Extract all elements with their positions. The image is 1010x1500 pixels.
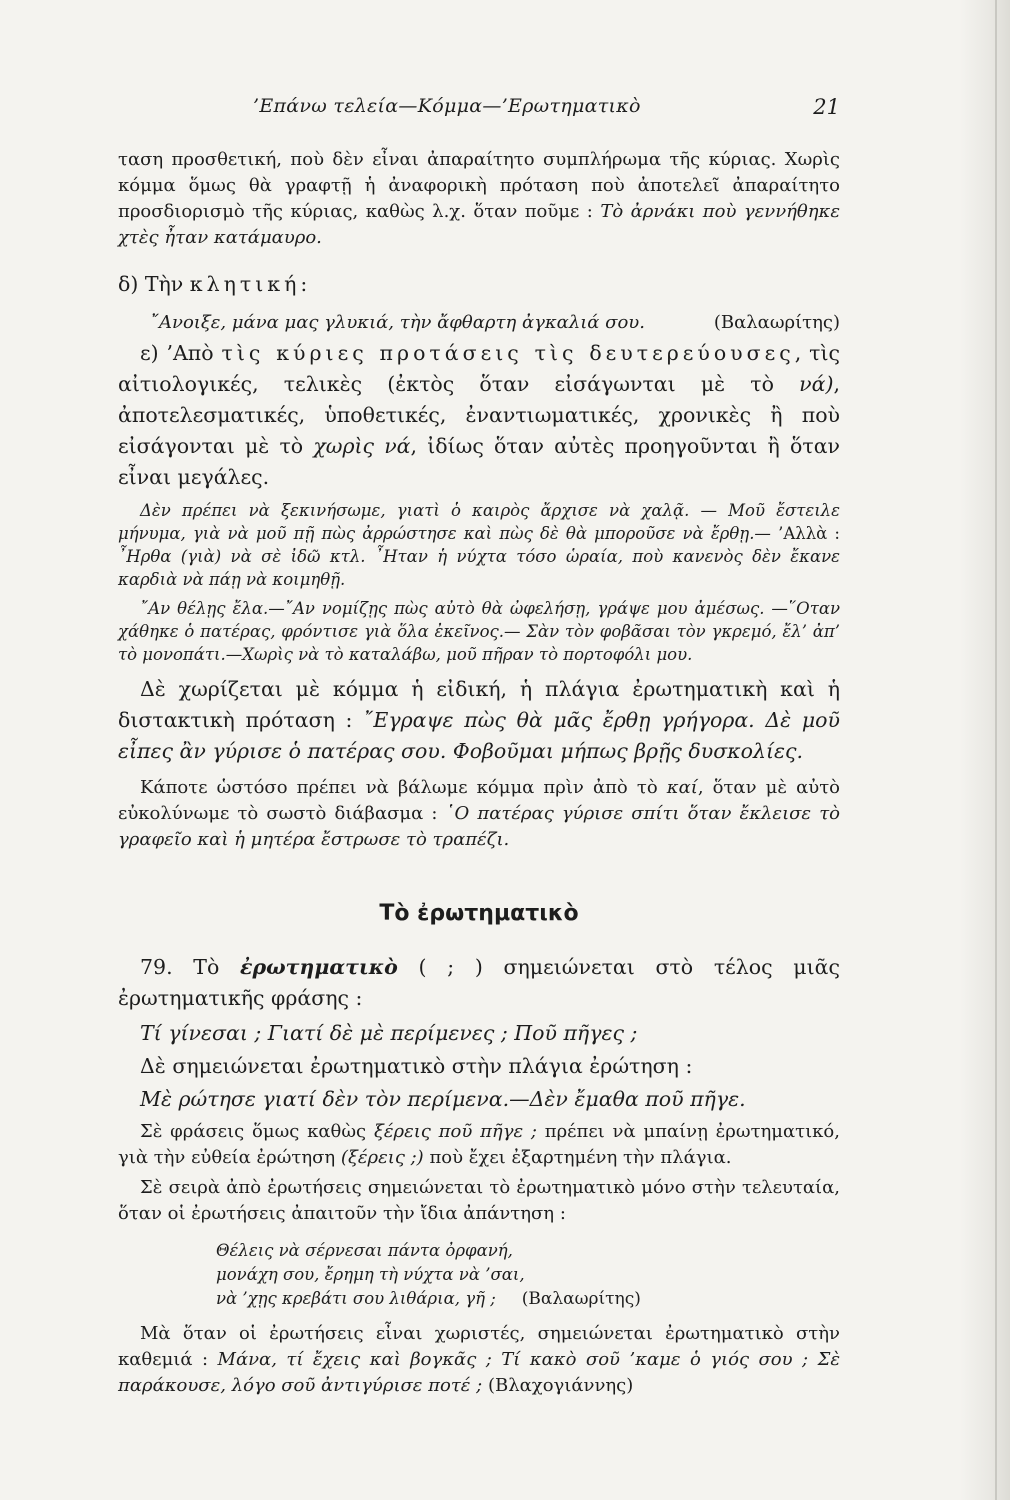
delta-quote: ῎Ανοιξε, μάνα μας γλυκιά, τὴν ἄφθαρτη ἀγκαλιά σου.	[150, 312, 645, 333]
delta-term: κλητική	[189, 272, 301, 296]
para-79	[118, 952, 840, 1014]
poem-author: (Βαλαωρίτης)	[521, 1289, 641, 1309]
poem-last-line	[216, 1287, 840, 1311]
para-79-number: 79.	[140, 955, 173, 979]
epsilon-term: τὶς κύριες προτάσεις τὶς δευτερεύουσες	[221, 341, 795, 365]
examples-1-text: Δὲν πρέπει νὰ ξεκινήσωμε, γιατὶ ὁ καιρὸς ἄρχισε νὰ χαλᾷ. — Μοῦ ἔστειλε μήνυμα, γιὰ νὰ μοῦ πῇ πὼς ἀρρώστησε καὶ πὼς δὲ θὰ μποροῦσε νὰ ἔρθῃ.—	[118, 501, 840, 543]
examples-2-paragraph: ῎Αν θέλῃς ἔλα.—῎Αν νομίζῃς πὼς αὐτὸ θὰ ὠφελήσῃ, γράψε μου ἀμέσως. —῞Οταν χάθηκε ὁ πατέρας, φρόντισε γιὰ ὅλα ἐκεῖνος.— Σὰν τὸν φοβᾶσαι τὸν γκρεμό, ἔλ’ ἀπ’ τὸ μονοπάτι.—Χωρὶς νὰ τὸ καταλάβω, μοῦ πῆραν τὸ πορτοφόλι μου.	[118, 599, 840, 664]
epsilon-xoris-na: χωρὶς νά	[313, 434, 411, 458]
page-edge-shadow	[960, 0, 1010, 1500]
sometimes-text-1: Κάποτε ὡστόσο πρέπει νὰ βάλωμε κόμμα πρὶν ἀπὸ τὸ	[140, 777, 667, 798]
phrases-ital-2: (ξέρεις ;)	[340, 1147, 424, 1168]
phrases-ital-1: ξέρεις ποῦ πῆγε ;	[373, 1121, 537, 1142]
final-author: (Βλαχογιάννης)	[487, 1375, 634, 1396]
no-comma-text: Δὲ χωρίζεται μὲ κόμμα ἡ εἰδική, ἡ πλάγια ἐρωτηματικὴ καὶ ἡ διστακτικὴ πρόταση :	[118, 677, 840, 732]
para-79-term: ἐρωτηματικὸ	[240, 955, 398, 979]
epsilon-text-1: , τὶς αἰτιολογικές, τελικὲς (ἐκτὸς ὅταν εἰσάγωνται μὲ τὸ	[118, 341, 840, 396]
intro-text: ταση προσθετική, ποὺ δὲν εἶναι ἀπαραίτητο συμπλήρωμα τῆς κύριας. Χωρὶς κόμμα ὅμως θὰ γραφτῇ ἡ ἀναφορικὴ πρόταση ποὺ ἀποτελεῖ ἀπαραίτητο προσδιορισμὸ τῆς κύριας, καθὼς λ.χ. ὅταν ποῦμε :	[118, 149, 840, 222]
delta-quote-line	[118, 310, 840, 336]
delta-suffix: :	[300, 272, 308, 296]
phrases-text-2: πρέπει νὰ μπαίνῃ ἐρωτηματικό, γιὰ τὴν εὐθεία ἐρώτηση	[118, 1121, 840, 1168]
delta-heading	[118, 269, 840, 300]
series-paragraph: Σὲ σειρὰ ἀπὸ ἐρωτήσεις σημειώνεται τὸ ἐρωτηματικὸ μόνο στὴν τελευταία, ὅταν οἱ ἐρωτήσεις ἀπαιτοῦν τὴν ἴδια ἀπάντηση :	[118, 1177, 840, 1224]
sometimes-kai: καί	[666, 777, 698, 798]
phrases-paragraph	[118, 1119, 840, 1171]
final-text: Μὰ ὅταν οἱ ἐρωτήσεις εἶναι χωριστές, σημειώνεται ἐρωτηματικὸ στὴν καθεμιά :	[118, 1323, 840, 1370]
sometimes-paragraph	[118, 775, 840, 853]
sometimes-example: ῾Ο πατέρας γύρισε σπίτι ὅταν ἔκλεισε τὸ γραφεῖο καὶ ἡ μητέρα ἔστρωσε τὸ τραπέζι.	[118, 803, 840, 850]
para-79-text-2: ( ; ) σημειώνεται στὸ τέλος μιᾶς ἐρωτηματικῆς φράσης :	[118, 955, 840, 1010]
intro-example: Τὸ ἀρνάκι ποὺ γεννήθηκε χτὲς ἦταν κατάμαυρο.	[118, 201, 841, 248]
running-title: ’Επάνω τελεία—Κόμμα—’Ερωτηματικὸ	[253, 95, 641, 117]
section-heading: Τὸ ἐρωτηματικὸ	[379, 901, 579, 926]
no-comma-examples: ῎Εγραψε πὼς θὰ μᾶς ἔρθῃ γρήγορα. Δὲ μοῦ εἶπες ἂν γύρισε ὁ πατέρας σου. Φοβοῦμαι μήπως βρῇς δυσκολίες.	[118, 708, 840, 763]
poem-block	[118, 1239, 840, 1311]
delta-author: (Βαλαωρίτης)	[713, 312, 840, 333]
examples-1-alla: ’Αλλὰ :	[778, 524, 840, 543]
poem-line-1: Θέλεις νὰ σέρνεσαι πάντα ὀρφανή,	[216, 1241, 513, 1260]
page-number: 21	[813, 95, 840, 119]
no-comma-paragraph	[118, 674, 840, 767]
epsilon-paragraph	[118, 338, 840, 493]
para-79-text-3: Δὲ σημειώνεται ἐρωτηματικὸ στὴν πλάγια ἐρώτηση :	[140, 1054, 693, 1078]
examples-1-text-2: ῏Ηρθα (γιὰ) νὰ σὲ ἰδῶ κτλ. ῏Ηταν ἡ νύχτα τόσο ὡραία, ποὺ κανενὸς δὲν ἔκανε καρδιὰ νὰ πάῃ νὰ κοιμηθῇ.	[118, 547, 840, 589]
para-79-example-2: Μὲ ρώτησε γιατί δὲν τὸν περίμενα.—Δὲν ἔμαθα ποῦ πῆγε.	[140, 1087, 746, 1111]
examples-1-paragraph	[118, 499, 840, 591]
final-example: Μάνα, τί ἔχεις καὶ βογκᾶς ; Τί κακὸ σοῦ ’καμε ὁ γιός σου ; Σὲ παράκουσε, λόγο σοῦ ἀντιγύρισε ποτέ ;	[118, 1349, 840, 1396]
epsilon-na: νά)	[799, 372, 834, 396]
delta-prefix: δ) Τὴν	[118, 272, 190, 296]
para-79-example-1: Τί γίνεσαι ; Γιατί δὲ μὲ περίμενες ; Ποῦ πῆγες ;	[140, 1021, 638, 1045]
intro-paragraph	[118, 147, 840, 251]
phrases-text-3: ποὺ ἔχει ἐξαρτημένη τὴν πλάγια.	[423, 1147, 732, 1168]
page-content	[118, 95, 840, 1399]
poem-line-2: μονάχη σου, ἔρημη τὴ νύχτα νὰ ’σαι,	[216, 1265, 525, 1284]
poem-line-3: νὰ ’χῃς κρεβάτι σου λιθάρια, γῆ ;	[216, 1289, 496, 1308]
page-edge-line	[995, 0, 997, 1500]
epsilon-prefix: ε) ’Απὸ	[140, 341, 222, 365]
sometimes-text-2: , ὅταν μὲ αὐτὸ εὐκολύνωμε τὸ σωστὸ διάβασμα :	[118, 777, 840, 824]
para-79-text-1: Τὸ	[172, 955, 240, 979]
final-paragraph	[118, 1321, 840, 1399]
phrases-text-1: Σὲ φράσεις ὅμως καθὼς	[140, 1121, 374, 1142]
page-header	[118, 95, 840, 129]
epsilon-text-2: , ἀποτελεσματικές, ὑποθετικές, ἐναντιωματικές, χρονικὲς ἢ ποὺ εἰσάγονται μὲ τὸ	[118, 372, 840, 458]
epsilon-text-3: , ἰδίως ὅταν αὐτὲς προηγοῦνται ἢ ὅταν εἶναι μεγάλες.	[118, 434, 841, 489]
